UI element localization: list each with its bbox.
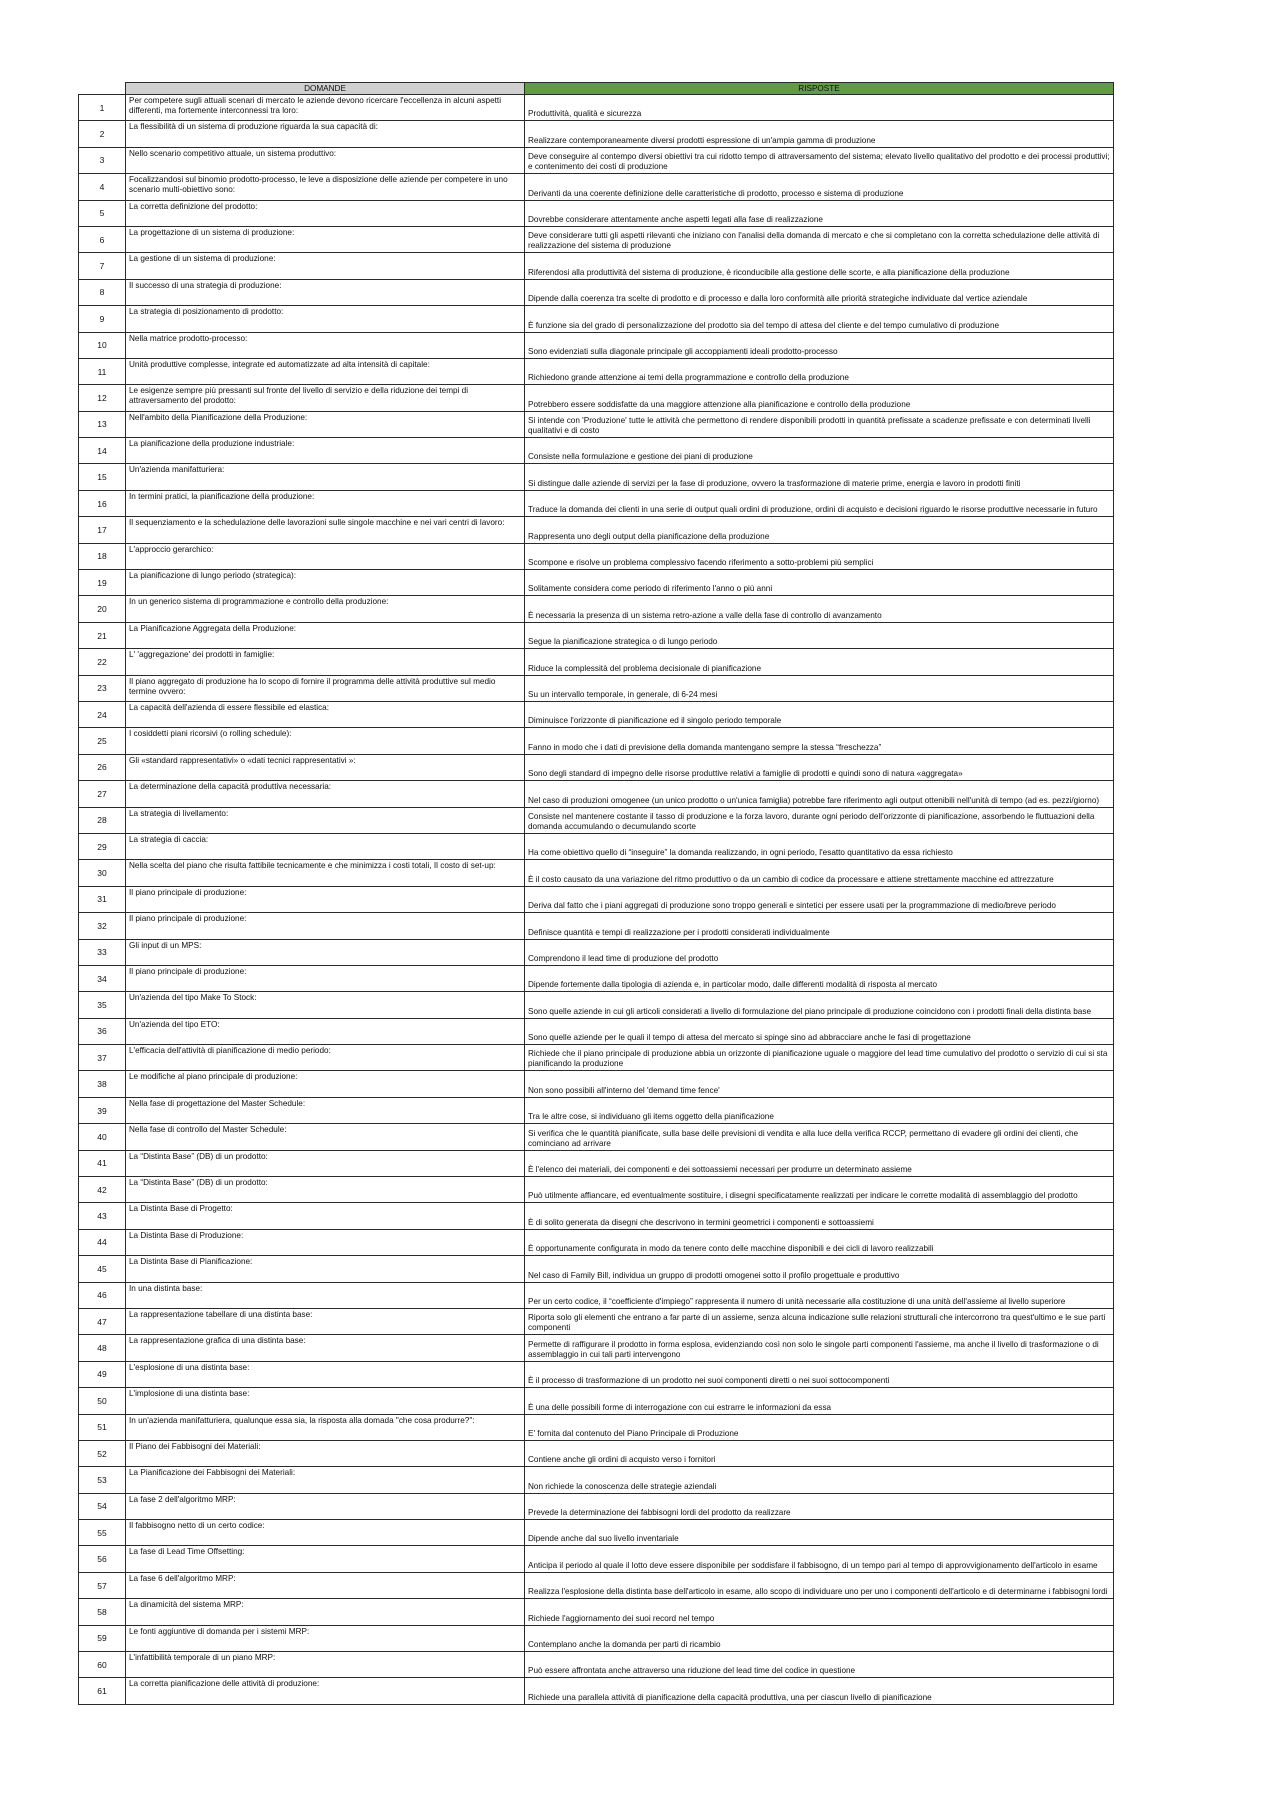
- answer-cell: Segue la pianificazione strategica o di lungo periodo: [525, 622, 1114, 648]
- table-row: [79, 1361, 1114, 1387]
- row-number: 23: [79, 675, 126, 701]
- question-cell: Il Piano dei Fabbisogni dei Materiali:: [126, 1440, 525, 1466]
- qa-table: [78, 82, 1114, 1705]
- answer-cell: È il costo causato da una variazione del ritmo produttivo o da un cambio di codice da processare e attiene strettamente macchine ed attrezzature: [525, 860, 1114, 886]
- question-cell: La determinazione della capacità produttiva necessaria:: [126, 781, 525, 807]
- table-row: [79, 490, 1114, 516]
- row-number: 52: [79, 1440, 126, 1466]
- answer-cell: Deve conseguire al contempo diversi obiettivi tra cui ridotto tempo di attraversamento del sistema; elevato livello qualitativo del prodotto e dei processi produttivi; e contenimento dei costi di produzione: [525, 147, 1114, 173]
- table-row: [79, 939, 1114, 965]
- question-cell: La rappresentazione tabellare di una distinta base:: [126, 1308, 525, 1334]
- row-number: 25: [79, 728, 126, 754]
- table-row: [79, 1467, 1114, 1493]
- question-cell: La “Distinta Base” (DB) di un prodotto:: [126, 1177, 525, 1203]
- question-cell: In termini pratici, la pianificazione della produzione:: [126, 490, 525, 516]
- row-number: 59: [79, 1625, 126, 1651]
- table-row: [79, 860, 1114, 886]
- question-cell: L'infattibilità temporale di un piano MRP:: [126, 1652, 525, 1678]
- row-number: 38: [79, 1071, 126, 1097]
- table-row: [79, 253, 1114, 279]
- question-cell: Nella fase di progettazione del Master Schedule:: [126, 1097, 525, 1123]
- answer-cell: Rappresenta uno degli output della pianificazione della produzione: [525, 517, 1114, 543]
- answer-cell: Dipende dalla coerenza tra scelte di prodotto e di processo e dalla loro conformità alle priorità strategiche individuate dal vertice aziendale: [525, 279, 1114, 305]
- answer-cell: E' fornita dal contenuto del Piano Principale di Produzione: [525, 1414, 1114, 1440]
- question-cell: Le modifiche al piano principale di produzione:: [126, 1071, 525, 1097]
- table-row: [79, 807, 1114, 833]
- question-cell: Nella scelta del piano che risulta fattibile tecnicamente e che minimizza i costi totali, Il costo di set-up:: [126, 860, 525, 886]
- answer-cell: È necessaria la presenza di un sistema retro-azione a valle della fase di controllo di avanzamento: [525, 596, 1114, 622]
- table-row: [79, 1097, 1114, 1123]
- row-number: 57: [79, 1572, 126, 1598]
- row-number: 46: [79, 1282, 126, 1308]
- question-cell: La capacità dell'azienda di essere flessibile ed elastica:: [126, 701, 525, 727]
- table-row: [79, 464, 1114, 490]
- row-number: 40: [79, 1124, 126, 1150]
- answer-cell: Richiedono grande attenzione ai temi della programmazione e controllo della produzione: [525, 358, 1114, 384]
- row-number: 44: [79, 1229, 126, 1255]
- question-cell: La dinamicità del sistema MRP:: [126, 1599, 525, 1625]
- question-cell: La corretta pianificazione delle attività di produzione:: [126, 1678, 525, 1704]
- row-number: 12: [79, 385, 126, 411]
- row-number: 2: [79, 121, 126, 147]
- question-cell: Il piano principale di produzione:: [126, 965, 525, 991]
- question-cell: Le fonti aggiuntive di domanda per i sistemi MRP:: [126, 1625, 525, 1651]
- question-cell: La rappresentazione grafica di una distinta base:: [126, 1335, 525, 1361]
- answer-cell: Potrebbero essere soddisfatte da una maggiore attenzione alla pianificazione e controllo della produzione: [525, 385, 1114, 411]
- row-number: 36: [79, 1018, 126, 1044]
- table-row: [79, 1203, 1114, 1229]
- answer-cell: Definisce quantità e tempi di realizzazione per i prodotti considerati individualmente: [525, 913, 1114, 939]
- table-row: [79, 1124, 1114, 1150]
- question-cell: L'approccio gerarchico:: [126, 543, 525, 569]
- question-cell: Gli «standard rappresentativi» o «dati tecnici rappresentativi »:: [126, 754, 525, 780]
- question-cell: L' 'aggregazione' dei prodotti in famiglie:: [126, 649, 525, 675]
- answer-cell: Traduce la domanda dei clienti in una serie di output quali ordini di produzione, ordini di acquisto e decisioni riguardo le risorse produttive necessarie in futuro: [525, 490, 1114, 516]
- table-row: [79, 1440, 1114, 1466]
- answer-cell: Non richiede la conoscenza delle strategie aziendali: [525, 1467, 1114, 1493]
- question-cell: La gestione di un sistema di produzione:: [126, 253, 525, 279]
- question-cell: La Distinta Base di Progetto:: [126, 1203, 525, 1229]
- table-row: [79, 622, 1114, 648]
- table-row: [79, 1229, 1114, 1255]
- table-row: [79, 1652, 1114, 1678]
- row-number: 51: [79, 1414, 126, 1440]
- question-cell: Un'azienda del tipo ETO:: [126, 1018, 525, 1044]
- answer-cell: Nel caso di Family Bill, individua un gruppo di prodotti omogenei sotto il profilo progettuale e produttivo: [525, 1256, 1114, 1282]
- table-row: [79, 543, 1114, 569]
- answer-cell: È funzione sia del grado di personalizzazione del prodotto sia del tempo di attesa del cliente e del tempo cumulativo di produzione: [525, 306, 1114, 332]
- row-number: 13: [79, 411, 126, 437]
- answer-cell: Produttività, qualità e sicurezza: [525, 95, 1114, 121]
- row-number: 48: [79, 1335, 126, 1361]
- table-row: [79, 596, 1114, 622]
- question-cell: Gli input di un MPS:: [126, 939, 525, 965]
- question-cell: In un'azienda manifatturiera, qualunque essa sia, la risposta alla domada "che cosa produrre?":: [126, 1414, 525, 1440]
- question-cell: Il piano principale di produzione:: [126, 886, 525, 912]
- question-cell: Il piano aggregato di produzione ha lo scopo di fornire il programma delle attività produttive sul medio termine ovvero:: [126, 675, 525, 701]
- table-row: [79, 1150, 1114, 1176]
- table-row: [79, 1308, 1114, 1334]
- answer-cell: Dipende anche dal suo livello inventariale: [525, 1520, 1114, 1546]
- answer-cell: Tra le altre cose, si individuano gli items oggetto della pianificazione: [525, 1097, 1114, 1123]
- question-cell: La fase 2 dell'algoritmo MRP:: [126, 1493, 525, 1519]
- table-row: [79, 1599, 1114, 1625]
- question-cell: La pianificazione di lungo periodo (strategica):: [126, 570, 525, 596]
- table-row: [79, 95, 1114, 121]
- row-number: 17: [79, 517, 126, 543]
- question-cell: In un generico sistema di programmazione e controllo della produzione:: [126, 596, 525, 622]
- row-number: 30: [79, 860, 126, 886]
- row-number: 9: [79, 306, 126, 332]
- answer-cell: Diminuisce l'orizzonte di pianificazione ed il singolo periodo temporale: [525, 701, 1114, 727]
- table-row: [79, 332, 1114, 358]
- table-row: [79, 781, 1114, 807]
- header-questions: DOMANDE: [126, 83, 525, 95]
- question-cell: La Distinta Base di Produzione:: [126, 1229, 525, 1255]
- table-row: [79, 965, 1114, 991]
- question-cell: La strategia di livellamento:: [126, 807, 525, 833]
- row-number: 32: [79, 913, 126, 939]
- answer-cell: Richiede una parallela attività di pianificazione della capacità produttiva, una per ciascun livello di pianificazione: [525, 1678, 1114, 1704]
- answer-cell: Riporta solo gli elementi che entrano a far parte di un assieme, senza alcuna indicazione sulle relazioni strutturali che intercorrono tra quest'ultimo e le sue parti componenti: [525, 1308, 1114, 1334]
- question-cell: Un'azienda manifatturiera:: [126, 464, 525, 490]
- row-number: 47: [79, 1308, 126, 1334]
- row-number: 28: [79, 807, 126, 833]
- answer-cell: Fanno in modo che i dati di previsione della domanda mantengano sempre la stessa “freschezza”: [525, 728, 1114, 754]
- row-number: 14: [79, 438, 126, 464]
- answer-cell: Ha come obiettivo quello di “inseguire” la domanda realizzando, in ogni periodo, l'esatto quantitativo da essa richiesto: [525, 833, 1114, 859]
- answer-cell: È il processo di trasformazione di un prodotto nei suoi componenti diretti o nei suoi sottocomponenti: [525, 1361, 1114, 1387]
- question-cell: La pianificazione della produzione industriale:: [126, 438, 525, 464]
- row-number: 50: [79, 1388, 126, 1414]
- answer-cell: Può essere affrontata anche attraverso una riduzione del lead time del codice in questione: [525, 1652, 1114, 1678]
- answer-cell: Consiste nella formulazione e gestione dei piani di produzione: [525, 438, 1114, 464]
- row-number: 20: [79, 596, 126, 622]
- table-row: [79, 675, 1114, 701]
- question-cell: Nella fase di controllo del Master Schedule:: [126, 1124, 525, 1150]
- answer-cell: Realizzare contemporaneamente diversi prodotti espressione di un'ampia gamma di produzione: [525, 121, 1114, 147]
- row-number: 5: [79, 200, 126, 226]
- row-number: 29: [79, 833, 126, 859]
- question-cell: Le esigenze sempre più pressanti sul fronte del livello di servizio e della riduzione dei tempi di attraversamento del prodotto:: [126, 385, 525, 411]
- question-cell: La progettazione di un sistema di produzione:: [126, 226, 525, 252]
- row-number: 34: [79, 965, 126, 991]
- question-cell: La fase di Lead Time Offsetting:: [126, 1546, 525, 1572]
- table-row: [79, 121, 1114, 147]
- answer-cell: Può utilmente affiancare, ed eventualmente sostituire, i disegni specificatamente realizzati per indicare le corrette modalità di assemblaggio del prodotto: [525, 1177, 1114, 1203]
- question-cell: La flessibilità di un sistema di produzione riguarda la sua capacità di:: [126, 121, 525, 147]
- table-body: [79, 95, 1114, 1705]
- header-blank-cell: [79, 83, 126, 95]
- table-row: [79, 1388, 1114, 1414]
- question-cell: Il successo di una strategia di produzione:: [126, 279, 525, 305]
- answer-cell: Sono degli standard di impegno delle risorse produttive relativi a famiglie di prodotti e quindi sono di natura «aggregata»: [525, 754, 1114, 780]
- row-number: 4: [79, 174, 126, 200]
- answer-cell: Richiede l'aggiornamento dei suoi record nel tempo: [525, 1599, 1114, 1625]
- table-row: [79, 1177, 1114, 1203]
- row-number: 43: [79, 1203, 126, 1229]
- table-row: [79, 1678, 1114, 1704]
- table-row: [79, 728, 1114, 754]
- answer-cell: Su un intervallo temporale, in generale, di 6-24 mesi: [525, 675, 1114, 701]
- header-row: [79, 83, 1114, 95]
- row-number: 10: [79, 332, 126, 358]
- answer-cell: Derivanti da una coerente definizione delle caratteristiche di prodotto, processo e sistema di produzione: [525, 174, 1114, 200]
- row-number: 1: [79, 95, 126, 121]
- row-number: 58: [79, 1599, 126, 1625]
- table-row: [79, 1335, 1114, 1361]
- question-cell: La “Distinta Base” (DB) di un prodotto:: [126, 1150, 525, 1176]
- answer-cell: È una delle possibili forme di interrogazione con cui estrarre le informazioni da essa: [525, 1388, 1114, 1414]
- answer-cell: Permette di raffigurare il prodotto in forma esplosa, evidenziando così non solo le singole parti componenti l'assieme, ma anche il livello di trasformazione o di assemblaggio in cui tali parti intervengono: [525, 1335, 1114, 1361]
- answer-cell: Dipende fortemente dalla tipologia di azienda e, in particolar modo, dalle differenti modalità di risposta al mercato: [525, 965, 1114, 991]
- answer-cell: Contiene anche gli ordini di acquisto verso i fornitori: [525, 1440, 1114, 1466]
- question-cell: L'esplosione di una distinta base:: [126, 1361, 525, 1387]
- row-number: 7: [79, 253, 126, 279]
- table-row: [79, 1045, 1114, 1071]
- answer-cell: Realizza l'esplosione della distinta base dell'articolo in esame, allo scopo di individuare uno per uno i componenti dell'articolo e di determinarne i fabbisogni lordi: [525, 1572, 1114, 1598]
- answer-cell: Si verifica che le quantità pianificate, sulla base delle previsioni di vendita e alla luce della verifica RCCP, permettano di evadere gli ordini dei clienti, che cominciano ad arrivare: [525, 1124, 1114, 1150]
- table-row: [79, 200, 1114, 226]
- table-row: [79, 1414, 1114, 1440]
- row-number: 21: [79, 622, 126, 648]
- question-cell: L'implosione di una distinta base:: [126, 1388, 525, 1414]
- table-row: [79, 438, 1114, 464]
- question-cell: Nella matrice prodotto-processo:: [126, 332, 525, 358]
- table-row: [79, 1546, 1114, 1572]
- row-number: 11: [79, 358, 126, 384]
- row-number: 37: [79, 1045, 126, 1071]
- row-number: 42: [79, 1177, 126, 1203]
- answer-cell: Per un certo codice, il “coefficiente d'impiego” rappresenta il numero di unità necessarie alla costituzione di una unità dell'assieme al livello superiore: [525, 1282, 1114, 1308]
- question-cell: Nell'ambito della Pianificazione della Produzione:: [126, 411, 525, 437]
- table-row: [79, 279, 1114, 305]
- row-number: 24: [79, 701, 126, 727]
- row-number: 22: [79, 649, 126, 675]
- row-number: 19: [79, 570, 126, 596]
- question-cell: Un'azienda del tipo Make To Stock:: [126, 992, 525, 1018]
- table-row: [79, 1282, 1114, 1308]
- row-number: 33: [79, 939, 126, 965]
- row-number: 31: [79, 886, 126, 912]
- answer-cell: Deriva dal fatto che i piani aggregati di produzione sono troppo generali e sintetici per essere usati per la programmazione di medio/breve periodo: [525, 886, 1114, 912]
- question-cell: I cosiddetti piani ricorsivi (o rolling schedule):: [126, 728, 525, 754]
- answer-cell: Nel caso di produzioni omogenee (un unico prodotto o un'unica famiglia) potrebbe fare riferimento agli output ottenibili nell'unità di tempo (ad es. pezzi/giorno): [525, 781, 1114, 807]
- answer-cell: Deve considerare tutti gli aspetti rilevanti che iniziano con l'analisi della domanda di mercato e che si completano con la corretta schedulazione delle attività di realizzazione del sistema di produzione: [525, 226, 1114, 252]
- table-row: [79, 1625, 1114, 1651]
- table-row: [79, 1071, 1114, 1097]
- row-number: 8: [79, 279, 126, 305]
- row-number: 60: [79, 1652, 126, 1678]
- table-row: [79, 701, 1114, 727]
- table-row: [79, 306, 1114, 332]
- row-number: 56: [79, 1546, 126, 1572]
- answer-cell: Sono evidenziati sulla diagonale principale gli accoppiamenti ideali prodotto-processo: [525, 332, 1114, 358]
- answer-cell: Si intende con 'Produzione' tutte le attività che permettono di rendere disponibili prodotti in quantità prefissate a scadenze prefissate e con determinati livelli qualitativi e di costo: [525, 411, 1114, 437]
- header-answers: RISPOSTE: [525, 83, 1114, 95]
- question-cell: Il fabbisogno netto di un certo codice:: [126, 1520, 525, 1546]
- question-cell: La corretta definizione del prodotto:: [126, 200, 525, 226]
- question-cell: La Pianificazione Aggregata della Produzione:: [126, 622, 525, 648]
- question-cell: Nello scenario competitivo attuale, un sistema produttivo:: [126, 147, 525, 173]
- answer-cell: Richiede che il piano principale di produzione abbia un orizzonte di pianificazione uguale o maggiore del lead time cumulativo del prodotto o servizio di cui si sta pianificando la produzione: [525, 1045, 1114, 1071]
- table-row: [79, 147, 1114, 173]
- row-number: 18: [79, 543, 126, 569]
- question-cell: La fase 6 dell'algoritmo MRP:: [126, 1572, 525, 1598]
- question-cell: La Pianificazione dei Fabbisogni dei Materiali:: [126, 1467, 525, 1493]
- table-row: [79, 1493, 1114, 1519]
- question-cell: La strategia di posizionamento di prodotto:: [126, 306, 525, 332]
- table-row: [79, 411, 1114, 437]
- row-number: 39: [79, 1097, 126, 1123]
- table-row: [79, 1018, 1114, 1044]
- table-row: [79, 174, 1114, 200]
- row-number: 55: [79, 1520, 126, 1546]
- answer-cell: Riduce la complessità del problema decisionale di pianificazione: [525, 649, 1114, 675]
- row-number: 54: [79, 1493, 126, 1519]
- table-row: [79, 833, 1114, 859]
- row-number: 3: [79, 147, 126, 173]
- answer-cell: Si distingue dalle aziende di servizi per la fase di produzione, ovvero la trasformazione di materie prime, energia e lavoro in prodotti finiti: [525, 464, 1114, 490]
- answer-cell: È di solito generata da disegni che descrivono in termini geometrici i componenti e sottoassiemi: [525, 1203, 1114, 1229]
- table-row: [79, 385, 1114, 411]
- table-row: [79, 886, 1114, 912]
- table-row: [79, 517, 1114, 543]
- question-cell: L'efficacia dell'attività di pianificazione di medio periodo:: [126, 1045, 525, 1071]
- table-row: [79, 226, 1114, 252]
- row-number: 53: [79, 1467, 126, 1493]
- question-cell: Il piano principale di produzione:: [126, 913, 525, 939]
- answer-cell: Consiste nel mantenere costante il tasso di produzione e la forza lavoro, durante ogni periodo dell'orizzonte di pianificazione, assorbendo le fluttuazioni della domanda accumulando o decumulando scorte: [525, 807, 1114, 833]
- row-number: 27: [79, 781, 126, 807]
- question-cell: Il sequenziamento e la schedulazione delle lavorazioni sulle singole macchine e nei vari centri di lavoro:: [126, 517, 525, 543]
- answer-cell: Prevede la determinazione dei fabbisogni lordi del prodotto da realizzare: [525, 1493, 1114, 1519]
- answer-cell: Anticipa il periodo al quale il lotto deve essere disponibile per soddisfare il fabbisogno, di un tempo pari al tempo di approvvigionamento dell'articolo in esame: [525, 1546, 1114, 1572]
- answer-cell: Comprendono il lead time di produzione del prodotto: [525, 939, 1114, 965]
- row-number: 35: [79, 992, 126, 1018]
- question-cell: Per competere sugli attuali scenari di mercato le aziende devono ricercare l'eccellenza in alcuni aspetti differenti, ma fortemente interconnessi tra loro:: [126, 95, 525, 121]
- answer-cell: Solitamente considera come periodo di riferimento l'anno o più anni: [525, 570, 1114, 596]
- row-number: 6: [79, 226, 126, 252]
- table-row: [79, 1572, 1114, 1598]
- table-row: [79, 1256, 1114, 1282]
- row-number: 45: [79, 1256, 126, 1282]
- question-cell: La strategia di caccia:: [126, 833, 525, 859]
- question-cell: Unità produttive complesse, integrate ed automatizzate ad alta intensità di capitale:: [126, 358, 525, 384]
- answer-cell: Sono quelle aziende per le quali il tempo di attesa del mercato si spinge sino ad abbracciare anche le fasi di progettazione: [525, 1018, 1114, 1044]
- answer-cell: È l'elenco dei materiali, dei componenti e dei sottoassiemi necessari per produrre un determinato assieme: [525, 1150, 1114, 1176]
- row-number: 15: [79, 464, 126, 490]
- table-row: [79, 913, 1114, 939]
- answer-cell: Dovrebbe considerare attentamente anche aspetti legati alla fase di realizzazione: [525, 200, 1114, 226]
- row-number: 61: [79, 1678, 126, 1704]
- table-row: [79, 754, 1114, 780]
- row-number: 49: [79, 1361, 126, 1387]
- answer-cell: È opportunamente configurata in modo da tenere conto delle macchine disponibili e dei cicli di lavoro realizzabili: [525, 1229, 1114, 1255]
- answer-cell: Riferendosi alla produttività del sistema di produzione, è riconducibile alla gestione delle scorte, e alla pianificazione della produzione: [525, 253, 1114, 279]
- row-number: 26: [79, 754, 126, 780]
- answer-cell: Non sono possibili all'interno del 'demand time fence': [525, 1071, 1114, 1097]
- answer-cell: Sono quelle aziende in cui gli articoli considerati a livello di formulazione del piano principale di produzione coincidono con i prodotti finali della distinta base: [525, 992, 1114, 1018]
- row-number: 16: [79, 490, 126, 516]
- answer-cell: Scompone e risolve un problema complessivo facendo riferimento a sotto-problemi più semplici: [525, 543, 1114, 569]
- table-row: [79, 358, 1114, 384]
- row-number: 41: [79, 1150, 126, 1176]
- question-cell: In una distinta base:: [126, 1282, 525, 1308]
- table-row: [79, 992, 1114, 1018]
- table-row: [79, 1520, 1114, 1546]
- question-cell: Focalizzandosi sul binomio prodotto-processo, le leve a disposizione delle aziende per competere in uno scenario multi-obiettivo sono:: [126, 174, 525, 200]
- question-cell: La Distinta Base di Pianificazione:: [126, 1256, 525, 1282]
- table-row: [79, 570, 1114, 596]
- answer-cell: Contemplano anche la domanda per parti di ricambio: [525, 1625, 1114, 1651]
- table-row: [79, 649, 1114, 675]
